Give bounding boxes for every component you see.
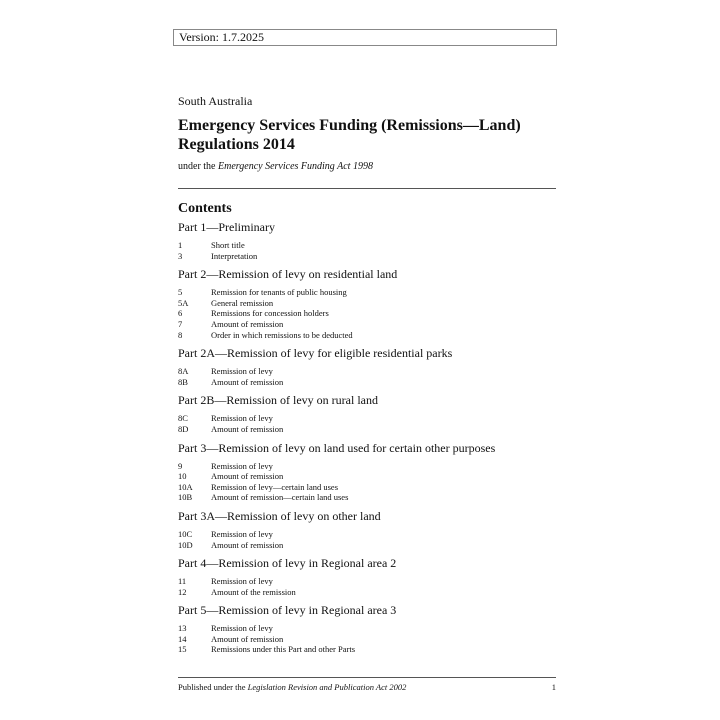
toc-part-heading[interactable]: Part 2A—Remission of levy for eligible residential parks — [178, 346, 453, 361]
footer — [178, 682, 556, 692]
enabling-act-link[interactable]: Emergency Services Funding Act 1998 — [218, 161, 373, 172]
toc-entry[interactable] — [178, 287, 558, 298]
toc-entry-number: 10D — [178, 539, 193, 550]
toc-entry-label: Remission of levy — [211, 528, 273, 539]
version-label: Version: 1.7.2025 — [173, 29, 557, 46]
footer-act: Legislation Revision and Publication Act 2002 — [247, 682, 407, 692]
enabling-act-line — [178, 161, 373, 172]
toc-entry-label: Amount of remission — [211, 633, 284, 644]
title-line-1: Emergency Services Funding (Remissions—Land) — [178, 117, 521, 134]
toc-entry-number: 3 — [178, 250, 183, 261]
toc-entry-label: Remission of levy — [211, 576, 273, 587]
toc-part-heading[interactable]: Part 2—Remission of levy on residential land — [178, 267, 398, 282]
toc-entry-number: 8 — [178, 329, 183, 340]
footer-publisher — [178, 682, 406, 692]
toc-part-heading[interactable]: Part 2B—Remission of levy on rural land — [178, 393, 378, 408]
under-prefix: under the — [178, 161, 216, 172]
toc-entry-label: Order in which remissions to be deducted — [211, 329, 353, 340]
toc-entry-number: 10 — [178, 471, 187, 482]
toc-entry-label: Remission of levy — [211, 366, 273, 377]
toc-entry[interactable] — [178, 529, 558, 540]
toc-entry[interactable] — [178, 576, 558, 587]
toc-part-heading[interactable]: Part 1—Preliminary — [178, 220, 275, 234]
toc-entry-label: Remission of levy—certain land uses — [211, 481, 339, 492]
toc-entry-number: 8D — [178, 423, 189, 434]
toc-entry[interactable] — [178, 492, 558, 503]
toc-entry[interactable] — [178, 540, 558, 551]
toc-entry-label: Amount of remission — [211, 539, 284, 550]
toc-entry[interactable] — [178, 298, 558, 309]
divider-top — [178, 188, 556, 189]
toc-entry-label: Amount of remission—certain land uses — [211, 492, 349, 503]
toc-entry-label: Remission of levy — [211, 413, 273, 424]
toc-entry-label: Amount of remission — [211, 318, 284, 329]
toc-entry-label: Short title — [211, 240, 245, 250]
toc-entry[interactable] — [178, 366, 558, 377]
toc-entry[interactable] — [178, 482, 558, 493]
toc-entry[interactable] — [178, 308, 558, 319]
toc-entry[interactable] — [178, 587, 558, 598]
divider-bottom — [178, 677, 556, 678]
toc-entry-number: 8C — [178, 413, 188, 424]
toc-part-heading[interactable]: Part 3—Remission of levy on land used for certain other purposes — [178, 440, 496, 455]
contents-heading: Contents — [178, 201, 232, 216]
toc-entry[interactable] — [178, 634, 558, 645]
toc-entry-label: General remission — [211, 297, 274, 308]
table-of-contents — [178, 220, 558, 655]
toc-entry-number: 6 — [178, 308, 183, 319]
toc-part-heading[interactable]: Part 3A—Remission of levy on other land — [178, 508, 381, 523]
toc-entry-number: 14 — [178, 633, 187, 644]
toc-entry-number: 15 — [178, 644, 187, 655]
toc-entry-number: 13 — [178, 623, 187, 634]
toc-entry-number: 1 — [178, 240, 183, 250]
toc-entry[interactable] — [178, 240, 558, 251]
toc-entry[interactable] — [178, 424, 558, 435]
jurisdiction: South Australia — [178, 94, 253, 108]
title-line-2: Regulations 2014 — [178, 136, 295, 153]
toc-entry-number: 5 — [178, 287, 183, 298]
toc-entry-number: 10C — [178, 528, 193, 539]
toc-part-heading[interactable]: Part 4—Remission of levy in Regional area 2 — [178, 556, 397, 571]
toc-entry-label: Amount of the remission — [211, 586, 296, 597]
toc-entry[interactable] — [178, 251, 558, 262]
toc-entry-number: 11 — [178, 576, 187, 587]
toc-entry-label: Amount of remission — [211, 471, 284, 482]
toc-entry-number: 5A — [178, 297, 189, 308]
toc-entry-number: 7 — [178, 318, 183, 329]
toc-entry-number: 10B — [178, 492, 193, 503]
toc-entry[interactable] — [178, 377, 558, 388]
toc-entry[interactable] — [178, 461, 558, 472]
toc-entry[interactable] — [178, 623, 558, 634]
toc-entry-number: 12 — [178, 586, 187, 597]
toc-part-heading[interactable]: Part 5—Remission of levy in Regional area 3 — [178, 603, 397, 618]
toc-entry-number: 8A — [178, 366, 189, 377]
toc-entry[interactable] — [178, 471, 558, 482]
toc-entry-number: 9 — [178, 460, 183, 471]
toc-entry-label: Remissions under this Part and other Parts — [211, 644, 356, 655]
toc-entry-label: Amount of remission — [211, 376, 284, 387]
toc-entry[interactable] — [178, 413, 558, 424]
toc-entry[interactable] — [178, 319, 558, 330]
toc-entry-label: Remissions for concession holders — [211, 308, 329, 319]
toc-entry-number: 8B — [178, 376, 188, 387]
toc-entry-number: 10A — [178, 481, 193, 492]
toc-entry-label: Interpretation — [211, 250, 258, 261]
document-title — [178, 116, 558, 154]
page-number: 1 — [551, 682, 556, 692]
toc-entry-label: Remission of levy — [211, 460, 273, 471]
toc-entry[interactable] — [178, 644, 558, 655]
footer-prefix: Published under the — [178, 682, 246, 692]
toc-entry-label: Remission for tenants of public housing — [211, 287, 347, 298]
toc-entry-label: Remission of levy — [211, 623, 273, 634]
toc-entry[interactable] — [178, 330, 558, 341]
toc-entry-label: Amount of remission — [211, 423, 284, 434]
